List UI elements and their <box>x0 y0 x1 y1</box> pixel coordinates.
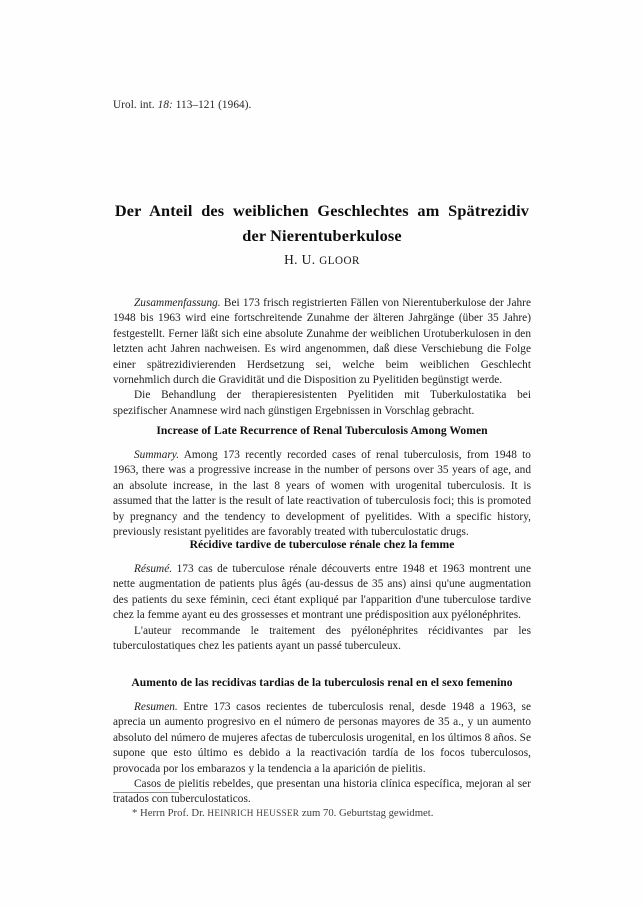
footnote-marker: * <box>132 807 141 819</box>
abstract-lead-label: Résumé. <box>134 563 173 575</box>
journal-pages: 113–121 <box>175 99 216 111</box>
title-line-2: der Nierentuberkulose <box>242 226 402 245</box>
abstract-section-german <box>113 296 531 419</box>
paragraph: L'auteur recommande le traitement des pyélonéphrites récidivantes par les tuberculostatiques chez les patients ayant un passé tuberculeux. <box>113 624 531 653</box>
footnote-suffix: zum 70. Geburtstag gewidmet. <box>299 807 434 819</box>
paragraph: Casos de pielitis rebeldes, que presentan una historia clínica específica, mejoran al ser tratados con tuberculostaticos. <box>113 778 531 806</box>
page-title <box>113 198 531 248</box>
author-initials: H. U. <box>284 252 320 267</box>
footnote-dedicatee: HEINRICH HEUSSER <box>207 808 300 818</box>
journal-year: (1964). <box>218 99 252 111</box>
footnote-prefix: Herrn Prof. Dr. <box>140 807 208 819</box>
section-heading: Récidive tardive de tuberculose rénale chez la femme <box>189 538 455 551</box>
abstract-lead-label: Resumen. <box>134 701 178 713</box>
paragraph-text: Among 173 recently recorded cases of renal tuberculosis, from 1948 to 1963, there was a progressive increase in the number of persons over 35 years of age, and an absolute increase, in the last 8 years of women with urogenital tuberculosis. It is assumed that the latter is the result of late reactivation of tuberculosis foci; this is promoted by pregnancy and the tendency to development of pyelitides. With a specific history, previously resistant pyelitides are favorably treated with tuberculostatic drugs. <box>113 449 531 539</box>
footnote-divider <box>113 792 179 793</box>
paragraph-text: 173 cas de tuberculose rénale découverts entre 1948 et 1963 montrent une nette augmentation de patients plus âgés (au-dessus de 35 ans) ainsi qu'une augmentation des patients du sexe féminin, ceci étant expliqué par l'apparition d'une tuberculose tardive chez la femme ayant eu des grossesses et montrant une prédisposition aux pyélonéphrites. <box>113 563 531 622</box>
paragraph: Die Behandlung der therapieresistenten Pyelitiden mit Tuberkulostatika bei spezifischer Anamnese wird nach günstigen Ergebnissen in Vorschlag gebracht. <box>113 389 531 417</box>
author-surname: GLOOR <box>319 255 360 267</box>
paragraph <box>113 700 531 777</box>
journal-name: Urol. int. <box>113 99 155 111</box>
abstract-lead-label: Summary. <box>134 449 180 461</box>
section-heading: Aumento de las recidivas tardias de la tuberculosis renal en el sexo femenino <box>131 676 513 689</box>
abstract-section-french <box>113 538 531 654</box>
footnote <box>113 806 531 820</box>
abstract-lead-label: Zusammenfassung. <box>134 297 221 309</box>
paragraph <box>113 296 531 388</box>
paragraph <box>113 448 531 540</box>
paragraph-text: Bei 173 frisch registrierten Fällen von Nierentuberkulose der Jahre 1948 bis 1963 wird eine fortschreitende Zunahme der älteren Jahrgänge (über 35 Jahre) festgestellt. Ferner läßt sich eine absolute Zunahme der weiblichen Urotuberkulosen in den letzten acht Jahren nachweisen. Es wird angenommen, daß diese Verschiebung die Folge einer spätrezidivierenden Herdsetzung sei, welche beim weiblichen Geschlecht vornehmlich durch die Gravidität und die Disposition zu Pyelitiden begünstigt werde. <box>113 297 531 387</box>
abstract-section-spanish <box>113 676 531 808</box>
journal-volume: 18: <box>157 99 173 111</box>
title-line-1: Der Anteil des weiblichen Geschlechtes am Spätrezidiv <box>114 201 530 220</box>
journal-citation <box>113 99 251 111</box>
paragraph <box>113 562 531 624</box>
abstract-section-english <box>113 424 531 540</box>
author-byline <box>113 252 531 268</box>
paragraph-text: Entre 173 casos recientes de tuberculosis renal, desde 1948 a 1963, se aprecia un aumento progresivo en el número de personas mayores de 35 a., y un aumento absoluto del número de mujeres afectas de tuberculosis urogenital, en los últimos 8 años. Se supone que esto último es debido a la reactivación tardía de los focos tuberculosos, provocada por los embarazos y la tendencia a la aparición de pielitis. <box>113 701 531 775</box>
section-heading: Increase of Late Recurrence of Renal Tuberculosis Among Women <box>156 424 488 437</box>
